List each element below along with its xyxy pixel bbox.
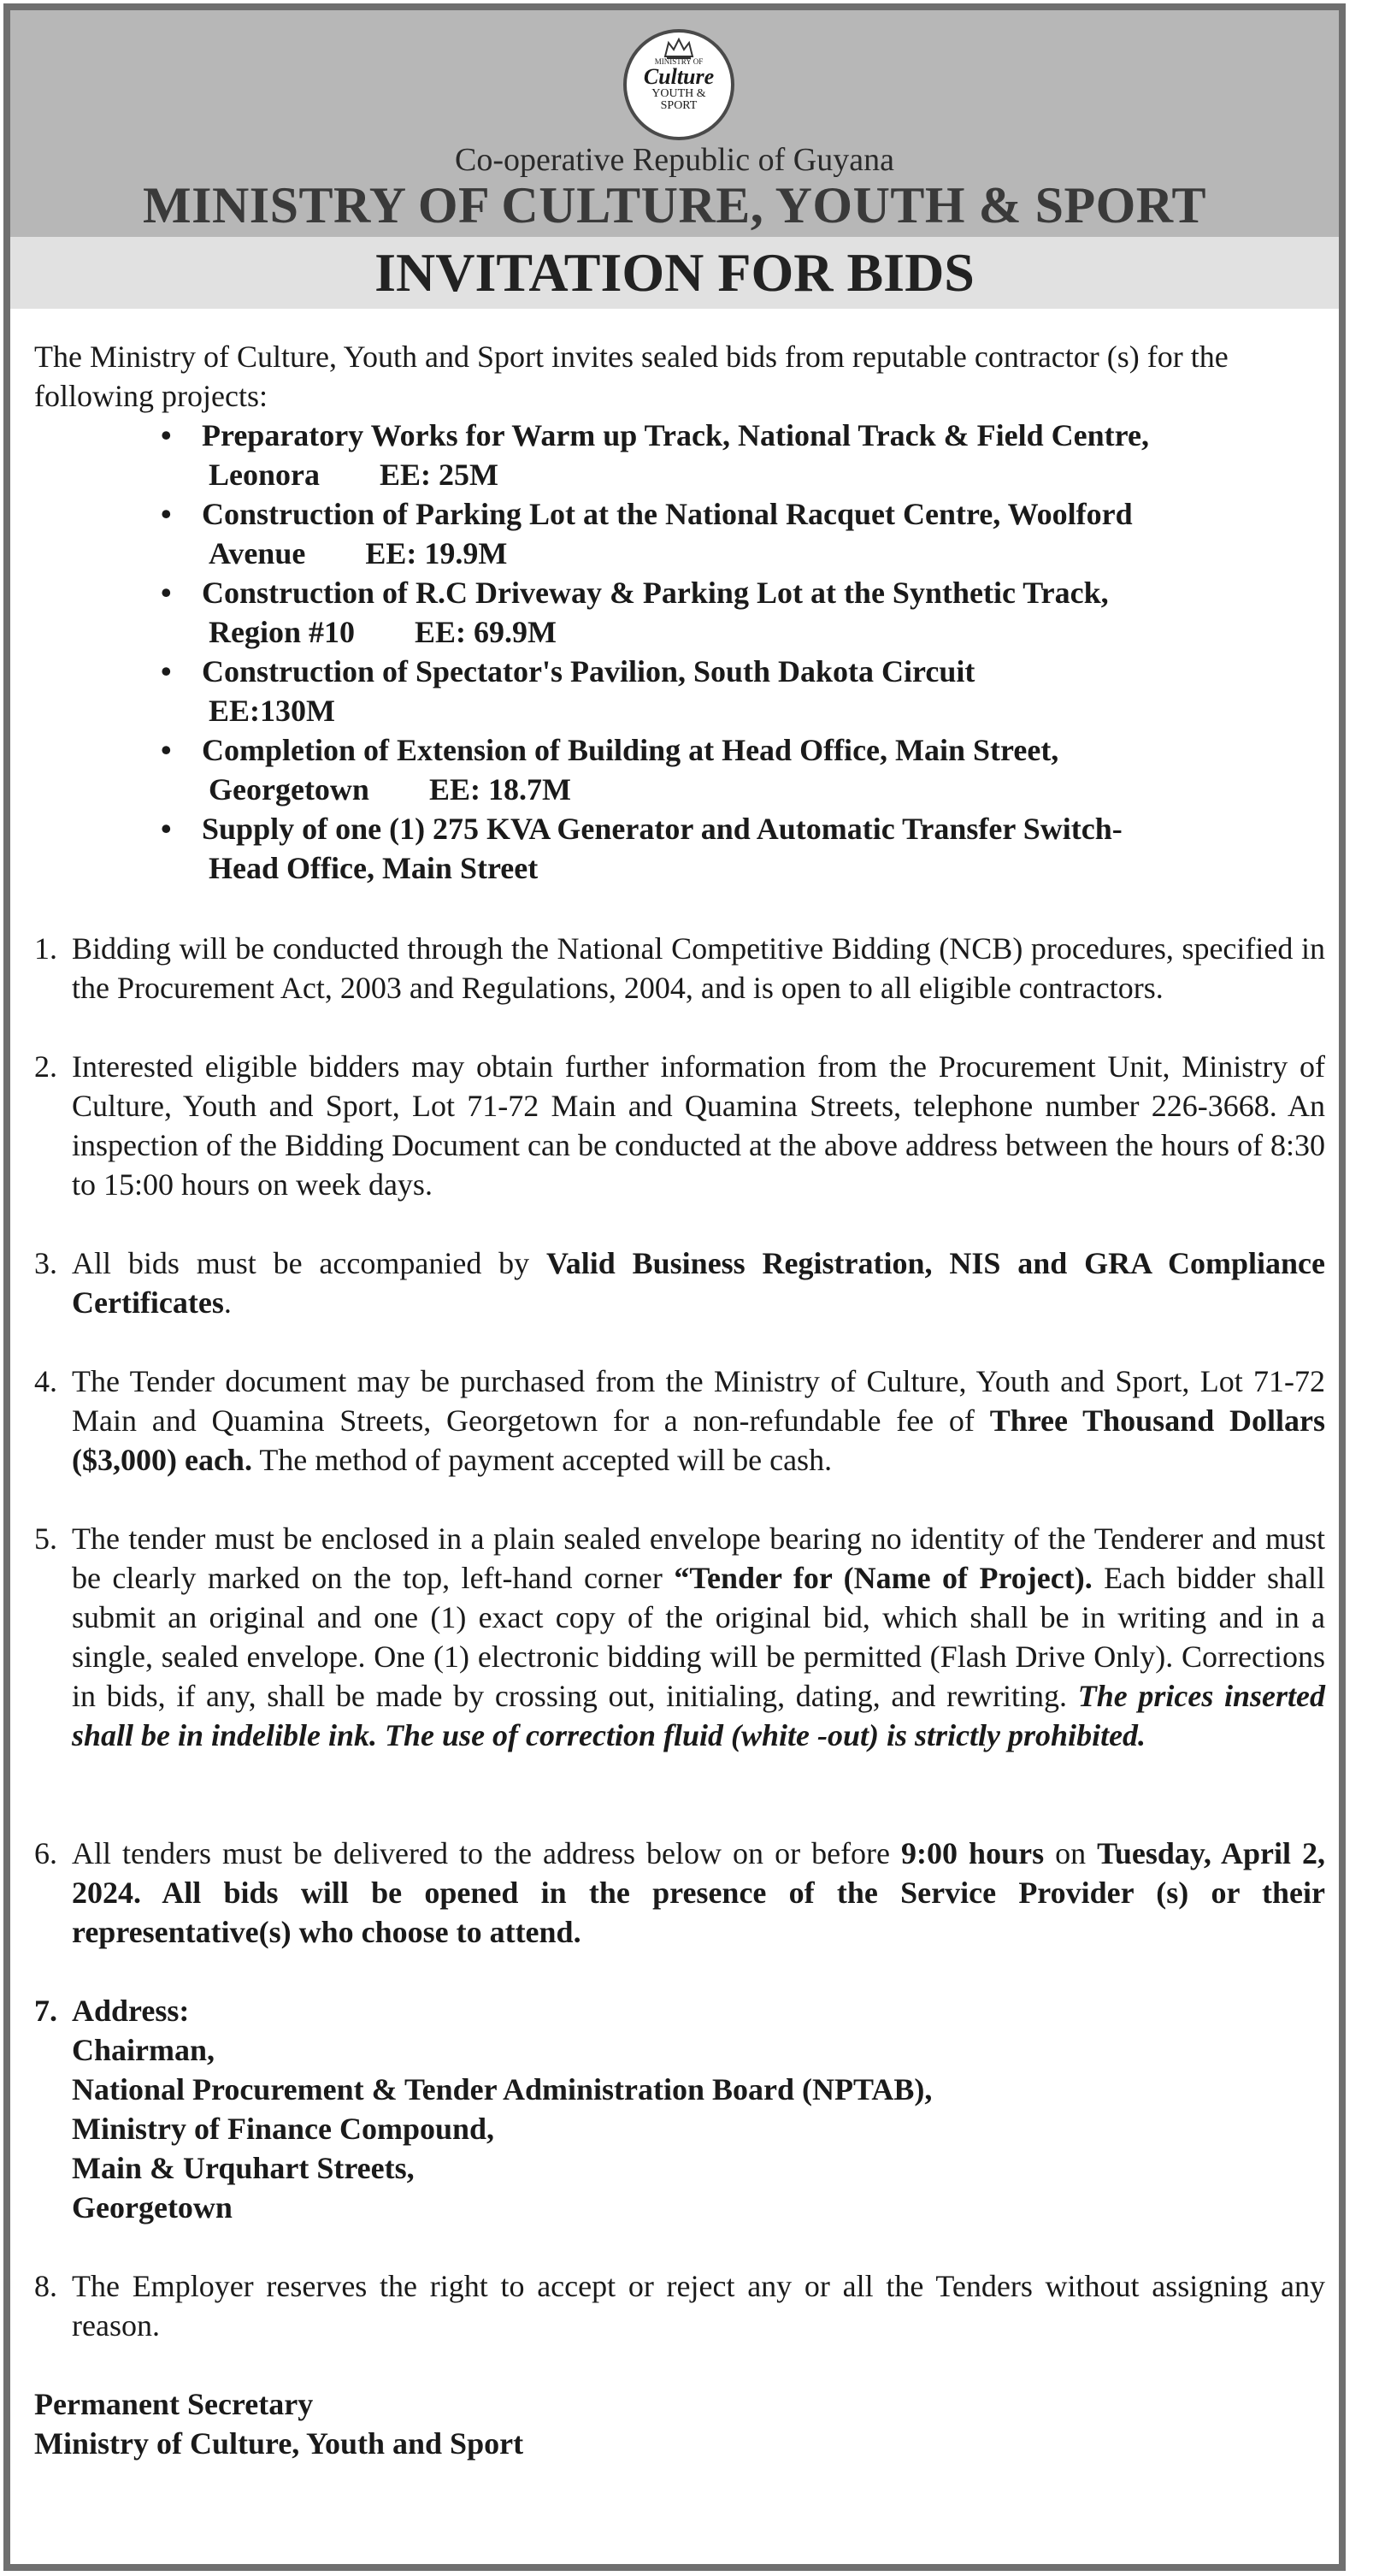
ministry-name: MINISTRY OF CULTURE, YOUTH & SPORT xyxy=(142,177,1207,233)
intro-paragraph: The Ministry of Culture, Youth and Sport invites sealed bids from reputable contractor (s) for the following projects: xyxy=(34,340,1229,413)
page-title: INVITATION FOR BIDS xyxy=(374,242,975,303)
project-list xyxy=(34,416,1325,888)
clause-5: 5. The tender must be enclosed in a plain sealed envelope bearing no identity of the Tenderer and must be clearly marked on the top, left-hand corner “Tender for (Name of Project). Each bidder shall submit an original and one (1) exact copy of the original bid, which shall be in writing and in a single, sealed envelope. One (1) electronic bidding will be permitted (Flash Drive Only). Corrections in bids, if any, shall be made by crossing out, initialing, dating, and rewriting. The prices inserted shall be in indelible ink. The use of correction fluid (white -out) is strictly prohibited. xyxy=(34,1521,1325,1752)
project-item: • Construction of Spectator's Pavilion, South Dakota Circuit EE:130M xyxy=(161,654,975,728)
crest-icon xyxy=(662,36,696,60)
republic-name: Co-operative Republic of Guyana xyxy=(455,142,894,178)
project-item: • Completion of Extension of Building at Head Office, Main Street, Georgetown EE: 18.7M xyxy=(161,733,1059,806)
clause-1: 1. Bidding will be conducted through the National Competitive Bidding (NCB) procedures, specified in the Procurement Act, 2003 and Regulations, 2004, and is open to all eligible contractors. xyxy=(34,931,1325,1005)
clause-3: 3. All bids must be accompanied by Valid Business Registration, NIS and GRA Compliance Certificates. xyxy=(34,1246,1326,1320)
seal-text-4: SPORT xyxy=(660,99,698,112)
clause-2: 2. Interested eligible bidders may obtain further information from the Procurement Unit, Ministry of Culture, Youth and Sport, Lot 71-72 Main and Quamina Streets, telephone number 226-3668. An inspection of the Bidding Document can be conducted at the above address between the hours of 8:30 to 15:00 hours on week days. xyxy=(34,1049,1325,1202)
address-line: Ministry of Finance Compound, xyxy=(72,2112,495,2146)
address-line: Chairman, xyxy=(72,2033,215,2067)
seal-text-1: MINISTRY OF xyxy=(654,57,704,66)
seal-text-2: Culture xyxy=(643,64,715,89)
clause-7: 7. Address: xyxy=(34,1994,190,2028)
address-line: Main & Urquhart Streets, xyxy=(72,2151,415,2185)
seal-text-3: YOUTH & xyxy=(651,87,706,100)
clause-8: 8. The Employer reserves the right to accept or reject any or all the Tenders without assigning any reason. xyxy=(34,2269,1325,2343)
clause-4: 4. The Tender document may be purchased from the Ministry of Culture, Youth and Sport, Lot 71-72 Main and Quamina Streets, Georgetown for a non-refundable fee of Three Thousand Dollars ($3,000) each. The method of payment accepted will be cash. xyxy=(34,1364,1325,1477)
address-line: National Procurement & Tender Administration Board (NPTAB), xyxy=(72,2072,933,2106)
clause-6: 6. All tenders must be delivered to the address below on or before 9:00 hours on Tuesday, April 2, 2024. All bids will be opened in the presence of the Service Provider (s) or their representative(s) who choose to attend. xyxy=(34,1836,1325,1949)
ministry-seal-logo xyxy=(623,29,734,140)
project-item: • Supply of one (1) 275 KVA Generator and Automatic Transfer Switch- Head Office, Main Street xyxy=(161,812,1123,885)
address-line: Georgetown xyxy=(72,2190,233,2224)
body-content xyxy=(34,337,1325,2463)
signature-ministry: Ministry of Culture, Youth and Sport xyxy=(34,2426,524,2461)
project-item: • Construction of Parking Lot at the National Racquet Centre, Woolford Avenue EE: 19.9M xyxy=(161,497,1133,570)
project-item: • Construction of R.C Driveway & Parking Lot at the Synthetic Track, Region #10 EE: 69.9M xyxy=(161,576,1109,649)
advertisement xyxy=(3,3,1346,2571)
project-item: • Preparatory Works for Warm up Track, National Track & Field Centre, Leonora EE: 25M xyxy=(161,418,1149,492)
signature-title: Permanent Secretary xyxy=(34,2387,314,2421)
